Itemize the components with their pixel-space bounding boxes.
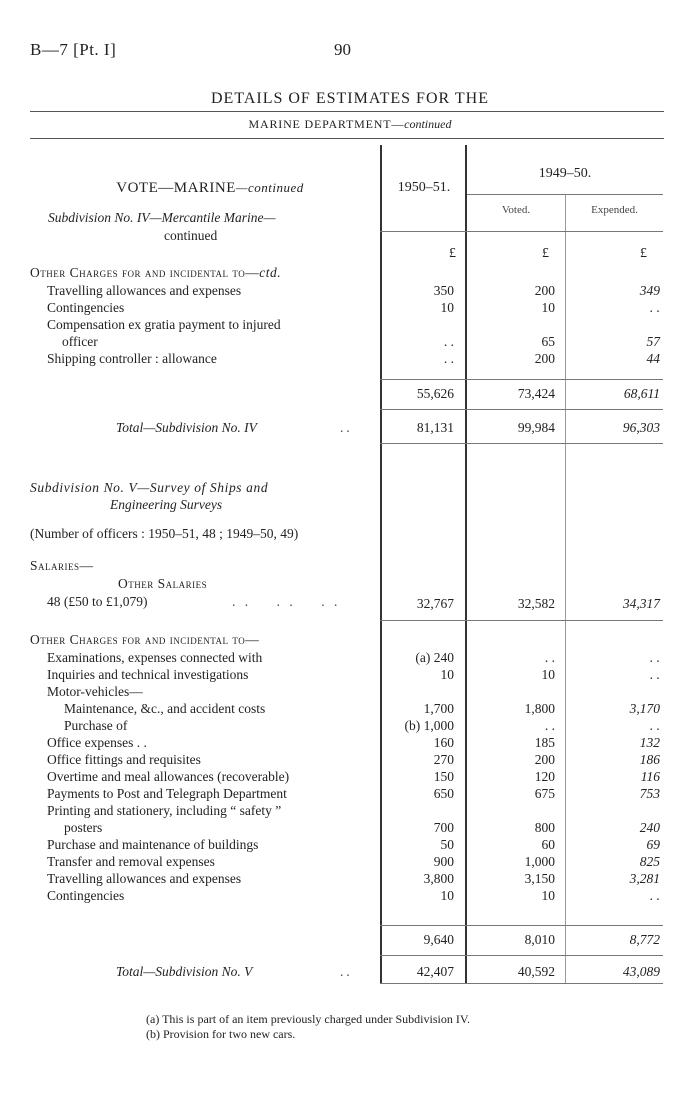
sub5-item-voted: 10: [541, 667, 555, 682]
page-section-ref: B—7 [Pt. I]: [30, 40, 117, 59]
sub4-total-rule: [380, 409, 663, 410]
currency-voted: £: [542, 246, 549, 261]
sub4-item-label: Compensation ex gratia payment to injured: [47, 317, 281, 332]
sub5-item-expended: . .: [649, 718, 660, 733]
sub5-item-voted: 1,000: [524, 854, 555, 869]
column-header-prior-year: 1949–50.: [538, 166, 592, 181]
sub5-item-label: posters: [64, 820, 103, 835]
sub5-item-estimate: 270: [433, 752, 454, 767]
footnote-b: (b) Provision for two new cars.: [146, 1027, 296, 1041]
sub4-heading-cont: continued: [164, 228, 218, 243]
sub5-total-expended: 43,089: [622, 964, 660, 979]
page-subtitle: MARINE DEPARTMENT—continued: [248, 117, 452, 131]
sub4-item-label: Shipping controller : allowance: [47, 351, 217, 366]
sub4-item-expended: 44: [646, 351, 660, 366]
sub5-item-expended: 3,281: [629, 871, 660, 886]
sub5-heading-cont: Engineering Surveys: [110, 497, 223, 512]
sub5-item-estimate: 900: [433, 854, 454, 869]
sub5-item-label: Office expenses . .: [47, 735, 147, 750]
sub5-item-estimate: (b) 1,000: [404, 718, 454, 733]
sub5-total-rule: [380, 955, 663, 956]
sub4-item-estimate: 10: [440, 300, 454, 315]
sub5-salaries-heading: Salaries—: [30, 558, 94, 573]
sub5-heading: Subdivision No. V—Survey of Ships and: [30, 480, 269, 495]
sub5-item-label: Motor-vehicles—: [47, 684, 143, 699]
column-header-expended: Expended.: [591, 204, 638, 216]
sub5-item-voted: 675: [534, 786, 555, 801]
sub5-subtotal-rule: [380, 925, 663, 926]
sub5-item-estimate: 3,800: [423, 871, 454, 886]
sub5-item-voted: 800: [534, 820, 555, 835]
title-rule: [30, 111, 664, 112]
sub4-total-bottom-rule: [380, 443, 663, 444]
sub5-subtotal-estimate: 9,640: [423, 932, 454, 947]
sub5-item-label: Inquiries and technical investigations: [47, 667, 249, 682]
sub5-item-label: Contingencies: [47, 888, 125, 903]
leader-dots: ..: [340, 420, 353, 435]
sub4-total-label: Total—Subdivision No. IV: [116, 420, 257, 435]
sub5-item-label: Maintenance, &c., and accident costs: [64, 701, 266, 716]
sub4-item-voted: 200: [534, 351, 555, 366]
sub5-item-label: Office fittings and requisites: [47, 752, 201, 767]
sub5-item-expended: 3,170: [629, 701, 660, 716]
sub5-item-expended: . .: [649, 888, 660, 903]
leader-dots: ..: [340, 964, 353, 979]
column-header-voted: Voted.: [501, 204, 531, 216]
sub5-item-expended: 186: [639, 752, 660, 767]
sub4-item-voted: 10: [541, 300, 555, 315]
sub5-subtotal-voted: 8,010: [524, 932, 555, 947]
sub5-total-label: Total—Subdivision No. V: [116, 964, 253, 979]
sub5-item-expended: 240: [639, 820, 660, 835]
sub4-total-voted: 99,984: [517, 420, 555, 435]
sub5-item-voted: 3,150: [524, 871, 555, 886]
sub5-subtotal-expended: 8,772: [629, 932, 660, 947]
sub5-item-estimate: 50: [440, 837, 454, 852]
sub5-total-estimate: 42,407: [416, 964, 454, 979]
sub5-item-expended: 132: [639, 735, 660, 750]
sub5-item-estimate: 160: [433, 735, 454, 750]
sub5-salary-voted: 32,582: [517, 596, 555, 611]
sub4-item-expended: 57: [646, 334, 660, 349]
subtitle-rule: [30, 138, 664, 139]
sub5-salary-estimate: 32,767: [416, 596, 454, 611]
header-bottom-rule: [380, 231, 663, 232]
sub5-salary-expended: 34,317: [622, 596, 660, 611]
sub4-heading: Subdivision No. IV—Mercantile Marine—: [48, 210, 276, 225]
sub4-other-charges-heading: Other Charges for and incidental to—ctd.: [30, 265, 282, 280]
sub5-item-expended: . .: [649, 650, 660, 665]
sub5-item-label: Printing and stationery, including “ safety ”: [47, 803, 282, 818]
sub5-item-voted: 185: [534, 735, 555, 750]
sub5-item-label: Travelling allowances and expenses: [47, 871, 242, 886]
sub5-item-estimate: 1,700: [423, 701, 454, 716]
sub4-subtotal-expended: 68,611: [623, 386, 660, 401]
sub5-item-label: Overtime and meal allowances (recoverable): [47, 769, 290, 784]
sub4-item-label: Contingencies: [47, 300, 125, 315]
sub4-item-label: Travelling allowances and expenses: [47, 283, 242, 298]
sub5-item-label: Transfer and removal expenses: [47, 854, 215, 869]
sub4-item-estimate: . .: [443, 334, 454, 349]
sub5-item-expended: 69: [646, 837, 660, 852]
sub5-item-expended: 753: [639, 786, 660, 801]
sub4-item-estimate: 350: [433, 283, 454, 298]
sub5-item-estimate: 10: [440, 667, 454, 682]
sub5-item-voted: . .: [544, 718, 555, 733]
sub5-item-voted: 120: [534, 769, 555, 784]
sub5-item-voted: 200: [534, 752, 555, 767]
sub5-item-voted: 1,800: [524, 701, 555, 716]
sub5-item-label: Purchase and maintenance of buildings: [47, 837, 259, 852]
sub5-item-label: Payments to Post and Telegraph Department: [47, 786, 287, 801]
sub4-subtotal-voted: 73,424: [517, 386, 555, 401]
currency-expended: £: [640, 246, 647, 261]
sub4-subtotal-rule: [380, 379, 663, 380]
leader-dots: . . . . . .: [232, 594, 341, 609]
sub5-item-expended: 116: [640, 769, 660, 784]
sub4-item-expended: . .: [649, 300, 660, 315]
sub5-salary-rule: [380, 620, 663, 621]
footnote-a: (a) This is part of an item previously charged under Subdivision IV.: [146, 1012, 470, 1026]
sub5-item-voted: . .: [544, 650, 555, 665]
sub5-item-estimate: 650: [433, 786, 454, 801]
column-header-estimate: 1950–51.: [397, 180, 451, 195]
page-number: 90: [334, 40, 351, 59]
sub5-item-voted: 10: [541, 888, 555, 903]
sub4-subtotal-estimate: 55,626: [416, 386, 454, 401]
sub4-total-estimate: 81,131: [416, 420, 454, 435]
sub5-officers: (Number of officers : 1950–51, 48 ; 1949–50, 49): [30, 526, 299, 541]
sub5-item-expended: 825: [639, 854, 660, 869]
sub5-item-estimate: (a) 240: [415, 650, 454, 665]
currency-estimate: £: [449, 246, 456, 261]
sub5-item-label: Purchase of: [64, 718, 128, 733]
sub5-item-estimate: 700: [433, 820, 454, 835]
sub4-item-estimate: . .: [443, 351, 454, 366]
prior-year-rule: [467, 194, 663, 195]
sub5-other-salaries-heading: Other Salaries: [118, 576, 208, 591]
sub5-item-estimate: 10: [440, 888, 454, 903]
sub5-salary-label: 48 (£50 to £1,079): [47, 594, 148, 609]
sub4-item-expended: 349: [639, 283, 660, 298]
sub4-total-expended: 96,303: [622, 420, 660, 435]
sub4-item-voted: 65: [541, 334, 555, 349]
sub4-item-voted: 200: [534, 283, 555, 298]
page-title: DETAILS OF ESTIMATES FOR THE: [211, 90, 489, 107]
sub5-other-charges-heading: Other Charges for and incidental to—: [30, 632, 260, 647]
sub5-item-label: Examinations, expenses connected with: [47, 650, 263, 665]
table-bottom-rule: [380, 983, 663, 984]
sub5-item-voted: 60: [541, 837, 555, 852]
sub5-item-estimate: 150: [433, 769, 454, 784]
sub4-item-label: officer: [62, 334, 98, 349]
sub5-item-expended: . .: [649, 667, 660, 682]
vote-title: VOTE—MARINE—continued: [116, 180, 304, 196]
sub5-total-voted: 40,592: [517, 964, 555, 979]
